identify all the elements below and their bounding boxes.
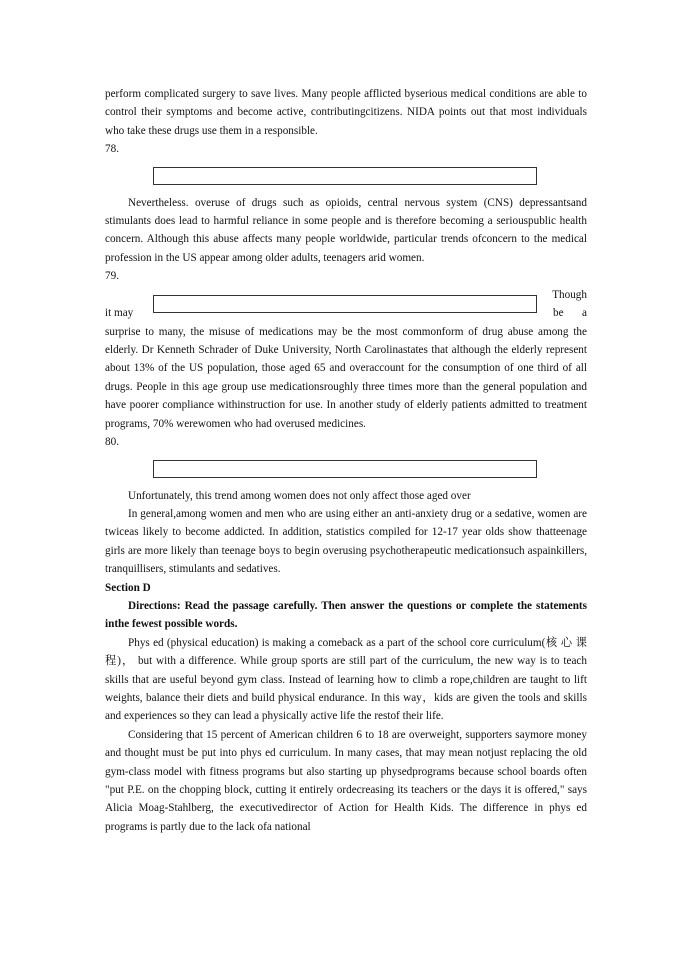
text-a: a: [582, 306, 587, 319]
question-79-row: [105, 286, 587, 323]
text-it-may: it may: [105, 306, 134, 319]
text-be-a: [553, 304, 587, 322]
paragraph-general: In general,among women and men who are using either an anti-anxiety drug or a sedative, women are twiceas likely to become addicted. In addition, statistics compiled for 12-17 year olds show thatteenage girls are more likely than teenage boys to begin overusing psychotherapeutic medicationsuch aspainkillers, tranquillisers, stimulants and sedatives.: [105, 507, 587, 576]
section-d-heading: Section D: [105, 581, 151, 594]
document-page: [105, 85, 587, 836]
paragraph-surprise: surprise to many, the misuse of medications may be the most commonform of drug abuse among the elderly. Dr Kenneth Schrader of Duke University, North Carolinastates that although the elderly represent about 13% of the US population, those aged 65 and overaccount for the consumption of one third of all drugs. People in this age group use medicationsroughly three times more than the general population and have poorer compliance withinstruction for use. In another study of elderly patients admitted to treatment programs, 70% werewomen who had overused medicines.: [105, 325, 587, 430]
text-be: be: [553, 306, 564, 319]
paragraph-nevertheless: Nevertheless. overuse of drugs such as opioids, central nervous system (CNS) depressantsand stimulants does lead to harmful reliance in some people and is therefore becoming a seriouspublic health concern. Although this abuse affects many people worldwide, particular trends ofconcern to the medical profession in the US appear among older adults, teenagers arid women.: [105, 196, 587, 264]
text-though: Though: [552, 288, 587, 301]
question-79-number: 79.: [105, 270, 119, 283]
section-d-directions: Directions: Read the passage carefully. Then answer the questions or complete the statements inthe fewest possible words.: [105, 599, 587, 631]
answer-box-80[interactable]: [153, 460, 537, 478]
answer-box-78[interactable]: [153, 167, 537, 185]
paragraph-unfortunately: Unfortunately, this trend among women does not only affect those aged over: [128, 489, 471, 502]
paragraph-intro: perform complicated surgery to save lives. Many people afflicted byserious medical conditions are able to control their symptoms and become active, contributingcitizens. NIDA points out that most individuals who take these drugs use them in a responsible.: [105, 88, 587, 137]
question-80-number: 80.: [105, 436, 119, 449]
paragraph-considering: Considering that 15 percent of American children 6 to 18 are overweight, supporters saymore money and thought must be put into phys ed curriculum. In many cases, that may mean notjust replacing the old gym-class model with fitness programs but also starting up physedprograms because school boards often "put P.E. on the chopping block, cutting it entirely ordecreasing its teachers or the days it is offered," says Alicia Moag-Stahlberg, the executivedirector of Action for Health Kids. The difference in phys ed programs is partly due to the lack ofa national: [105, 728, 587, 833]
paragraph-phys-ed: Phys ed (physical education) is making a comeback as a part of the school core curriculum(核 心 课 程)， but with a difference. While group sports are still part of the curriculum, the new way is to teach skills that are useful beyond gym class. Instead of learning how to climb a rope,children are taught to lift weights, balance their diets and build physical endurance. In this way，kids are given the tools and skills and experiences so they can lead a physically active life the restof their life.: [105, 636, 587, 723]
answer-box-79[interactable]: [153, 295, 537, 313]
question-78-number: 78.: [105, 143, 119, 156]
